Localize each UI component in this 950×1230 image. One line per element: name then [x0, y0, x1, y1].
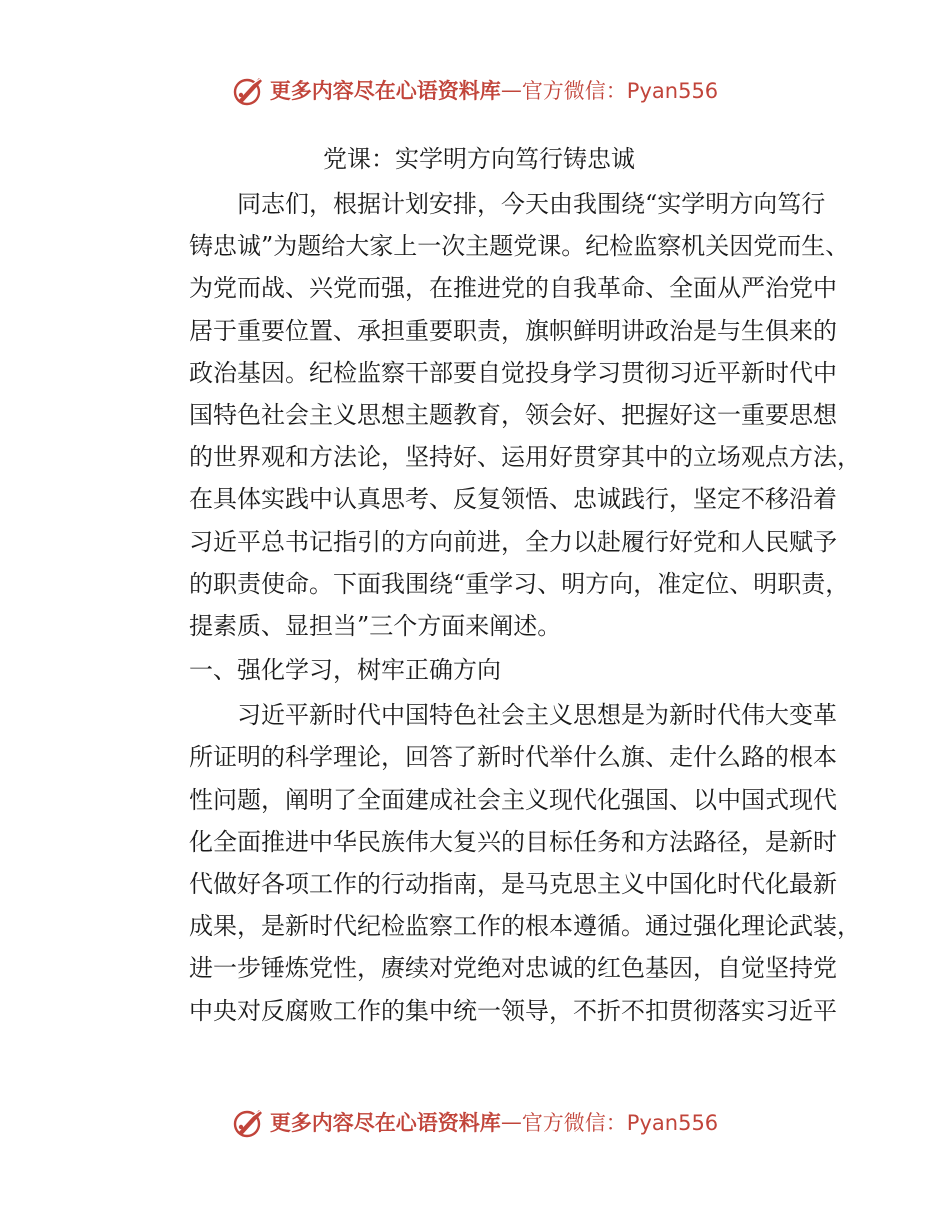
paragraph-line: 的职责使命。下面我围绕“重学习、明方向，准定位、明职责，	[189, 569, 850, 598]
paragraph-line: 习近平总书记指引的方向前进，全力以赴履行好党和人民赋予	[189, 527, 837, 556]
paragraph-line: 同志们，根据计划安排，今天由我围绕“实学明方向笃行	[237, 190, 826, 218]
intro-paragraph	[141, 183, 861, 647]
watermark-main-text: 更多内容尽在心语资料库	[269, 1111, 501, 1135]
watermark-main-text: 更多内容尽在心语资料库	[269, 79, 501, 103]
watermark-dash: —	[500, 1110, 522, 1134]
paragraph-line: 代做好各项工作的行动指南，是马克思主义中国化时代化最新	[189, 870, 837, 899]
quill-logo-icon	[232, 1105, 266, 1139]
paragraph-line: 铸忠诚”为题给大家上一次主题党课。纪检监察机关因党而生、	[189, 232, 850, 261]
paragraph-line: 为党而战、兴党而强，在推进党的自我革命、全面从严治党中	[189, 274, 837, 303]
section-heading-1: 一、强化学习，树牢正确方向	[189, 656, 501, 685]
paragraph-line: 成果，是新时代纪检监察工作的根本遵循。通过强化理论武装，	[189, 912, 861, 941]
paragraph-line: 中央对反腐败工作的集中统一领导，不折不扣贯彻落实习近平	[189, 996, 837, 1025]
document-title: 党课：实学明方向笃行铸忠诚	[323, 145, 635, 173]
watermark-banner-top	[0, 70, 950, 110]
paragraph-line: 性问题，阐明了全面建成社会主义现代化强国、以中国式现代	[189, 785, 837, 814]
section1-paragraph	[141, 694, 861, 1032]
quill-logo-icon	[232, 73, 266, 107]
document-page	[141, 136, 861, 1032]
paragraph-line: 居于重要位置、承担重要职责，旗帜鲜明讲政治是与生俱来的	[189, 316, 837, 345]
watermark-banner-bottom	[0, 1102, 950, 1142]
paragraph-line: 习近平新时代中国特色社会主义思想是为新时代伟大变革	[237, 701, 837, 730]
watermark-sub-text: 官方微信：Pyan556	[521, 1111, 719, 1135]
watermark-dash: —	[500, 78, 522, 102]
paragraph-line: 在具体实践中认真思考、反复领悟、忠诚践行，坚定不移沿着	[189, 485, 837, 514]
paragraph-line: 国特色社会主义思想主题教育，领会好、把握好这一重要思想	[189, 401, 837, 430]
paragraph-line: 提素质、显担当”三个方面来阐述。	[189, 612, 562, 641]
paragraph-line: 政治基因。纪检监察干部要自觉投身学习贯彻习近平新时代中	[189, 358, 837, 387]
paragraph-line: 的世界观和方法论，坚持好、运用好贯穿其中的立场观点方法，	[189, 443, 861, 472]
paragraph-line: 所证明的科学理论，回答了新时代举什么旗、走什么路的根本	[189, 743, 837, 772]
paragraph-line: 化全面推进中华民族伟大复兴的目标任务和方法路径，是新时	[189, 827, 837, 856]
watermark-sub-text: 官方微信：Pyan556	[521, 79, 719, 103]
paragraph-line: 进一步锤炼党性，赓续对党绝对忠诚的红色基因，自觉坚持党	[189, 954, 837, 983]
